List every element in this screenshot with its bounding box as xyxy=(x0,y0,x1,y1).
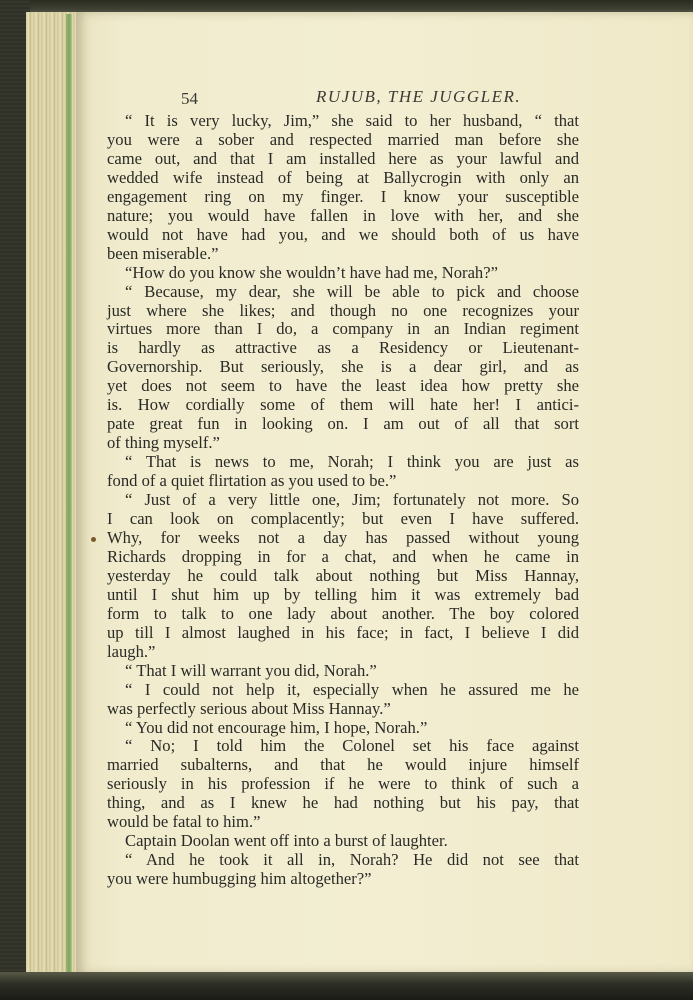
text-line: “How do you know she wouldn’t have had me, Norah?” xyxy=(125,262,498,282)
page-number: 54 xyxy=(181,89,198,108)
text-line: until I shut him up by telling him it was extremely bad xyxy=(107,584,579,604)
text-line: would be fatal to him.” xyxy=(107,812,261,832)
page-stack-edges xyxy=(26,12,82,978)
text-line: wedded wife instead of being at Ballycrogin with only an xyxy=(107,167,579,187)
text-line: laugh.” xyxy=(107,641,156,661)
book-cover-bottom-edge xyxy=(0,972,693,1000)
text-line: you were humbugging him altogether?” xyxy=(107,869,372,889)
text-line: fond of a quiet flirtation as you used to be.” xyxy=(107,471,397,491)
text-line: married subalterns, and that he would injure himself xyxy=(107,755,579,775)
text-line: virtues more than I do, a company in an Indian regiment xyxy=(107,319,579,339)
text-line: “ It is very lucky, Jim,” she said to her husband, “ that xyxy=(125,111,579,130)
text-line: been miserable.” xyxy=(107,243,219,263)
text-line: of thing myself.” xyxy=(107,433,220,453)
page-gutter xyxy=(66,14,72,976)
text-line: is. How cordially some of them will hate her! I antici- xyxy=(107,395,579,415)
text-line: “ That I will warrant you did, Norah.” xyxy=(125,660,377,680)
text-line: “ Just of a very little one, Jim; fortunately not more. So xyxy=(125,490,579,510)
text-line: “ Because, my dear, she will be able to pick and choose xyxy=(125,281,579,301)
text-line: yesterday he could talk about nothing but Miss Hannay, xyxy=(107,565,579,585)
text-line: I can look on complacently; but even I have suffered. xyxy=(107,509,579,529)
text-line: “ That is news to me, Norah; I think you are just as xyxy=(125,452,579,472)
margin-mark xyxy=(91,537,96,542)
text-line: came out, and that I am installed here as your lawful and xyxy=(107,148,579,168)
text-line: Governorship. But seriously, she is a dear girl, and as xyxy=(107,357,579,377)
text-line: is hardly as attractive as a Residency or Lieutenant- xyxy=(107,338,579,358)
text-line: pate great fun in looking on. I am out of all that sort xyxy=(107,414,579,434)
text-line: engagement ring on my finger. I know your susceptible xyxy=(107,186,579,206)
text-line: yet does not seem to have the least idea how pretty she xyxy=(107,376,579,396)
text-line: just where she likes; and though no one recognizes your xyxy=(107,300,579,320)
text-line: Richards dropping in for a chat, and when he came in xyxy=(107,546,579,566)
text-line: was perfectly serious about Miss Hannay.” xyxy=(107,698,391,718)
text-line: would not have had you, and we should both of us have xyxy=(107,224,579,244)
text-line: up till I almost laughed in his face; in fact, I believe I did xyxy=(107,622,579,642)
text-line: “ No; I told him the Colonel set his face against xyxy=(125,736,579,756)
text-line: “ I could not help it, especially when he assured me he xyxy=(125,679,579,699)
text-line: seriously in his profession if he were to think of such a xyxy=(107,774,579,794)
text-line: Captain Doolan went off into a burst of laughter. xyxy=(125,831,448,851)
text-line: thing, and as I knew he had nothing but his pay, that xyxy=(107,793,579,813)
body-text xyxy=(107,112,579,889)
text-line: “ And he took it all in, Norah? He did not see that xyxy=(125,850,579,870)
text-line: “ You did not encourage him, I hope, Norah.” xyxy=(125,717,428,737)
text-line: nature; you would have fallen in love with her, and she xyxy=(107,205,579,225)
running-title: RUJUB, THE JUGGLER. xyxy=(316,87,522,106)
text-line: Why, for weeks not a day has passed without young xyxy=(107,527,579,547)
text-line: form to talk to one lady about another. The boy colored xyxy=(107,603,579,623)
running-header xyxy=(76,87,693,113)
text-line: you were a sober and respected married man before she xyxy=(107,129,579,149)
